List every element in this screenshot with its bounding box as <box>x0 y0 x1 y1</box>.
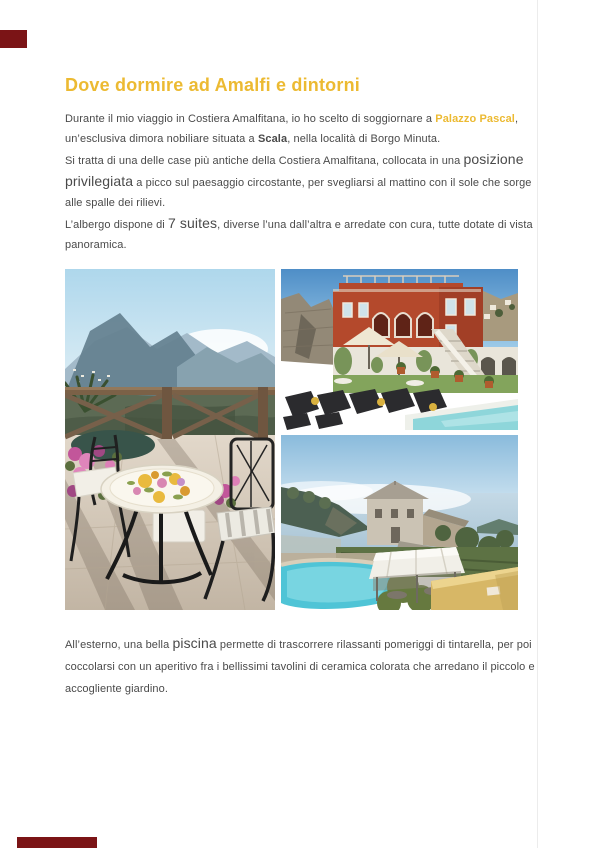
text-segment: a picco sul paesaggio circostante, per svegliarsi al mattino con il sole che sorge alle spalle dei rilievi. <box>65 177 532 209</box>
text-segment: , diverse l’una dall’altra e arredate con cura, tutte dotate di vista panoramica. <box>65 219 533 251</box>
photo-pool-gazebo-sea-view[interactable] <box>281 435 518 610</box>
paragraph <box>65 632 537 700</box>
text-segment: Durante il mio viaggio in Costiera Amalfitana, io ho scelto di soggiornare a <box>65 113 436 125</box>
text-segment: , un’esclusiva dimora nobiliare situata a <box>65 113 519 145</box>
text-segment: 7 suites <box>168 215 218 231</box>
paragraph <box>65 213 537 255</box>
article-content <box>65 0 537 700</box>
inline-link[interactable]: Palazzo Pascal <box>435 113 515 125</box>
page-title: Dove dormire ad Amalfi e dintorni <box>65 75 360 95</box>
content-column-divider <box>537 0 538 848</box>
collage-right-column <box>281 269 518 610</box>
collage-left-column <box>65 269 275 610</box>
text-segment: , nella località di Borgo Minuta. <box>287 133 441 145</box>
paragraph <box>65 149 537 213</box>
photo-collage <box>65 269 537 610</box>
top-left-red-mark <box>0 30 27 48</box>
text-segment: Si tratta di una delle case più antiche della Costiera Amalfitana, collocata in una <box>65 155 464 167</box>
text-segment: piscina <box>172 635 217 651</box>
text-segment: L’albergo dispone di <box>65 219 169 231</box>
outro-paragraphs <box>65 632 537 700</box>
text-segment: Scala <box>257 133 288 145</box>
text-segment: All’esterno, una bella <box>65 639 173 651</box>
text-segment: permette di trascorrere rilassanti pomeriggi di tintarella, per poi coccolarsi con un aperitivo fra i bellissimi tavolini di ceramica colorata che arredano il piccolo e accogliente giardino. <box>65 639 535 695</box>
photo-terrace-table-mountain-view[interactable] <box>65 269 275 610</box>
bottom-left-red-mark <box>17 837 97 848</box>
text-segment: posizione privilegiata <box>65 151 524 189</box>
paragraph <box>65 109 537 149</box>
photo-red-villa-with-pool[interactable] <box>281 269 518 430</box>
intro-paragraphs <box>65 109 537 255</box>
